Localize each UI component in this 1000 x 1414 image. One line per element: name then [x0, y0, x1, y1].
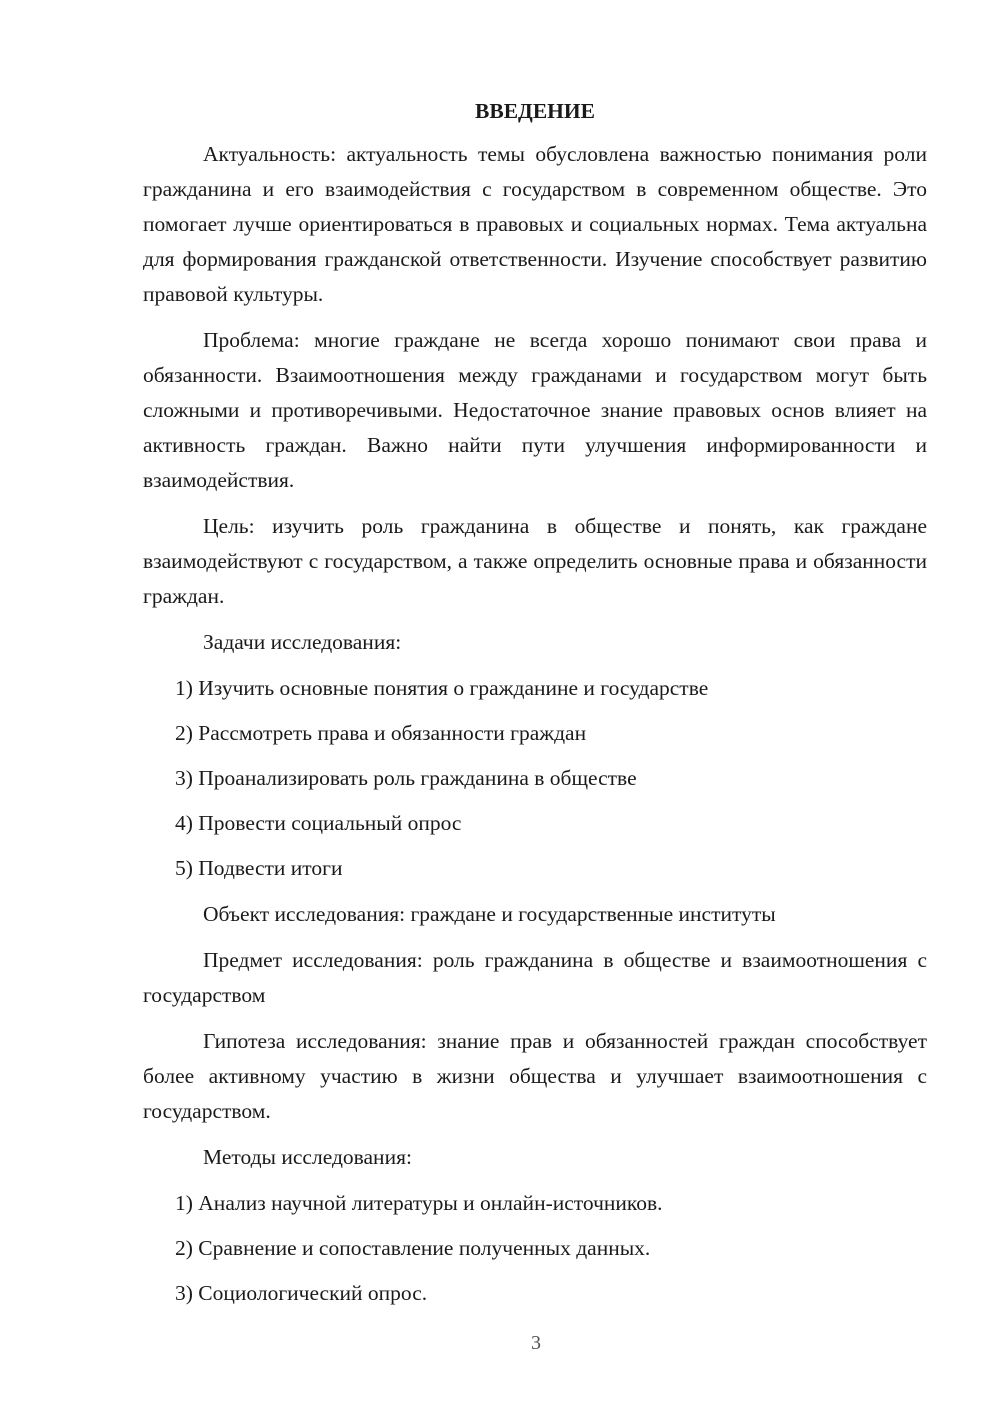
tasks-label: Задачи исследования: [203, 630, 402, 654]
subject-paragraph: Предмет исследования: роль гражданина в обществе и взаимоотношения с государством [143, 948, 927, 1007]
task-item: 4) Провести социальный опрос [175, 811, 462, 835]
object-paragraph: Объект исследования: граждане и государственные институты [203, 902, 776, 926]
methods-list [143, 1186, 927, 1311]
method-item: 3) Социологический опрос. [175, 1281, 428, 1305]
method-item: 1) Анализ научной литературы и онлайн-источников. [175, 1191, 663, 1215]
goal-paragraph: Цель: изучить роль гражданина в обществе и понять, как граждане взаимодействуют с государством, а также определить основные права и обязанности граждан. [143, 514, 927, 608]
problem-paragraph: Проблема: многие граждане не всегда хорошо понимают свои права и обязанности. Взаимоотношения между гражданами и государством могут быть сложными и противоречивыми. Недостаточное знание правовых основ влияет на активность граждан. Важно найти пути улучшения информированности и взаимодействия. [143, 328, 927, 492]
task-item: 5) Подвести итоги [175, 856, 343, 880]
tasks-list [143, 671, 927, 886]
relevance-paragraph: Актуальность: актуальность темы обусловлена важностью понимания роли гражданина и его взаимодействия с государством в современном обществе. Это помогает лучше ориентироваться в правовых и социальных нормах. Тема актуальна для формирования гражданской ответственности. Изучение способствует развитию правовой культуры. [143, 142, 927, 306]
page-number: 3 [531, 1332, 541, 1354]
task-item: 2) Рассмотреть права и обязанности граждан [175, 721, 587, 745]
method-item: 2) Сравнение и сопоставление полученных данных. [175, 1236, 651, 1260]
section-title: ВВЕДЕНИЕ [475, 99, 595, 123]
task-item: 1) Изучить основные понятия о гражданине и государстве [175, 676, 709, 700]
page-content [143, 96, 927, 1322]
methods-label: Методы исследования: [203, 1145, 412, 1169]
hypothesis-paragraph: Гипотеза исследования: знание прав и обязанностей граждан способствует более активному участию в жизни общества и улучшает взаимоотношения с государством. [143, 1029, 927, 1123]
task-item: 3) Проанализировать роль гражданина в обществе [175, 766, 637, 790]
